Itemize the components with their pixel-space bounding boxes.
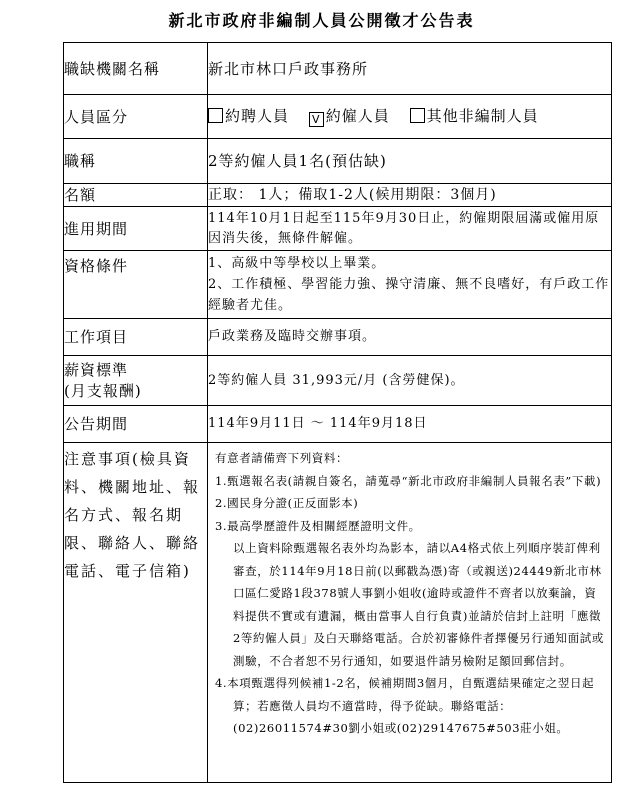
notes-item-4: 4.本項甄選得列候補1-2名，候補期間3個月，自甄選結果確定之翌日起算；若應徵人員均不適當時，得予從缺。聯絡電話：(02)26011574#30劉小姐或(02)29147675#503莊小姐。 <box>215 676 595 735</box>
notes-value <box>208 443 612 783</box>
agency-label: 職缺機關名稱 <box>64 43 208 95</box>
category-option-contract[interactable]: 約聘人員 <box>208 107 289 125</box>
quota-value: 正取： 1人；備取1-2人(候用期限：3個月) <box>208 184 612 207</box>
row-announce <box>64 406 612 443</box>
row-category <box>64 95 612 139</box>
quota-label: 名額 <box>64 184 208 207</box>
work-value: 戶政業務及臨時交辦事項。 <box>208 319 612 356</box>
announce-label: 公告期間 <box>64 406 208 443</box>
period-label: 進用期間 <box>64 207 208 251</box>
row-quota <box>64 184 612 207</box>
qualification-line-2: 2、工作積極、學習能力強、操守清廉、無不良嗜好，有戶政工作經驗者尤佳。 <box>208 277 610 313</box>
row-position <box>64 139 612 184</box>
row-notes <box>64 443 612 783</box>
salary-label: 薪資標準 (月支報酬) <box>64 356 208 406</box>
checkbox-checked-icon[interactable]: V <box>309 112 324 127</box>
position-label: 職稱 <box>64 139 208 184</box>
salary-value: 2等約僱人員 31,993元/月 (含勞健保)。 <box>208 356 612 406</box>
notes-intro: 有意者請備齊下列資料： <box>215 451 349 465</box>
announce-value: 114年9月11日 ～ 114年9月18日 <box>208 406 612 443</box>
row-period <box>64 207 612 251</box>
qualification-value <box>208 251 612 319</box>
category-options <box>208 95 612 139</box>
row-agency <box>64 43 612 95</box>
recruitment-table <box>63 42 612 783</box>
work-label: 工作項目 <box>64 319 208 356</box>
category-option-employed[interactable]: V 約僱人員 <box>309 107 390 125</box>
row-work <box>64 319 612 356</box>
agency-value: 新北市林口戶政事務所 <box>208 43 612 95</box>
notes-paragraph: 以上資料除甄選報名表外均為影本，請以A4格式依上列順序裝訂俾利審查，於114年9月18日前(以郵戳為憑)寄（或親送)24449新北市林口區仁愛路1段378號人事劉小姐收(逾時或證件不齊者以放棄論，資料提供不實或有遺漏，概由當事人自行負責)並請於信封上註明「應徵2等約僱人員」及白天聯絡電話。合於初審條件者擇優另行通知面試或測驗，不合者恕不另行通知，如要退件請另檢附足額回郵信封。 <box>233 541 604 668</box>
notes-item-3: 3.最高學歷證件及相關經歷證明文件。 <box>215 518 421 533</box>
qualification-label: 資格條件 <box>64 251 208 319</box>
category-option-other[interactable]: 其他非編制人員 <box>410 107 539 125</box>
row-salary <box>64 356 612 406</box>
checkbox-unchecked-icon[interactable] <box>410 108 425 123</box>
notes-item-1: 1.甄選報名表(請親自簽名，請蒐尋“新北市政府非編制人員報名表”下載) <box>215 473 602 488</box>
checkbox-unchecked-icon[interactable] <box>208 108 223 123</box>
position-value: 2等約僱人員1名(預估缺) <box>208 139 612 184</box>
category-label: 人員區分 <box>64 95 208 139</box>
notes-item-2: 2.國民身分證(正反面影本) <box>215 496 359 510</box>
notes-label: 注意事項(檢具資料、機關地址、報名方式、報名期限、聯絡人、聯絡電話、電子信箱) <box>64 443 208 783</box>
period-value: 114年10月1日起至115年9月30日止，約僱期限屆滿或僱用原因消失後，無條件解僱。 <box>208 207 612 251</box>
page-title: 新北市政府非編制人員公開徵才公告表 <box>168 11 475 30</box>
row-qualification <box>64 251 612 319</box>
qualification-line-1: 1、高級中等學校以上畢業。 <box>208 256 386 271</box>
